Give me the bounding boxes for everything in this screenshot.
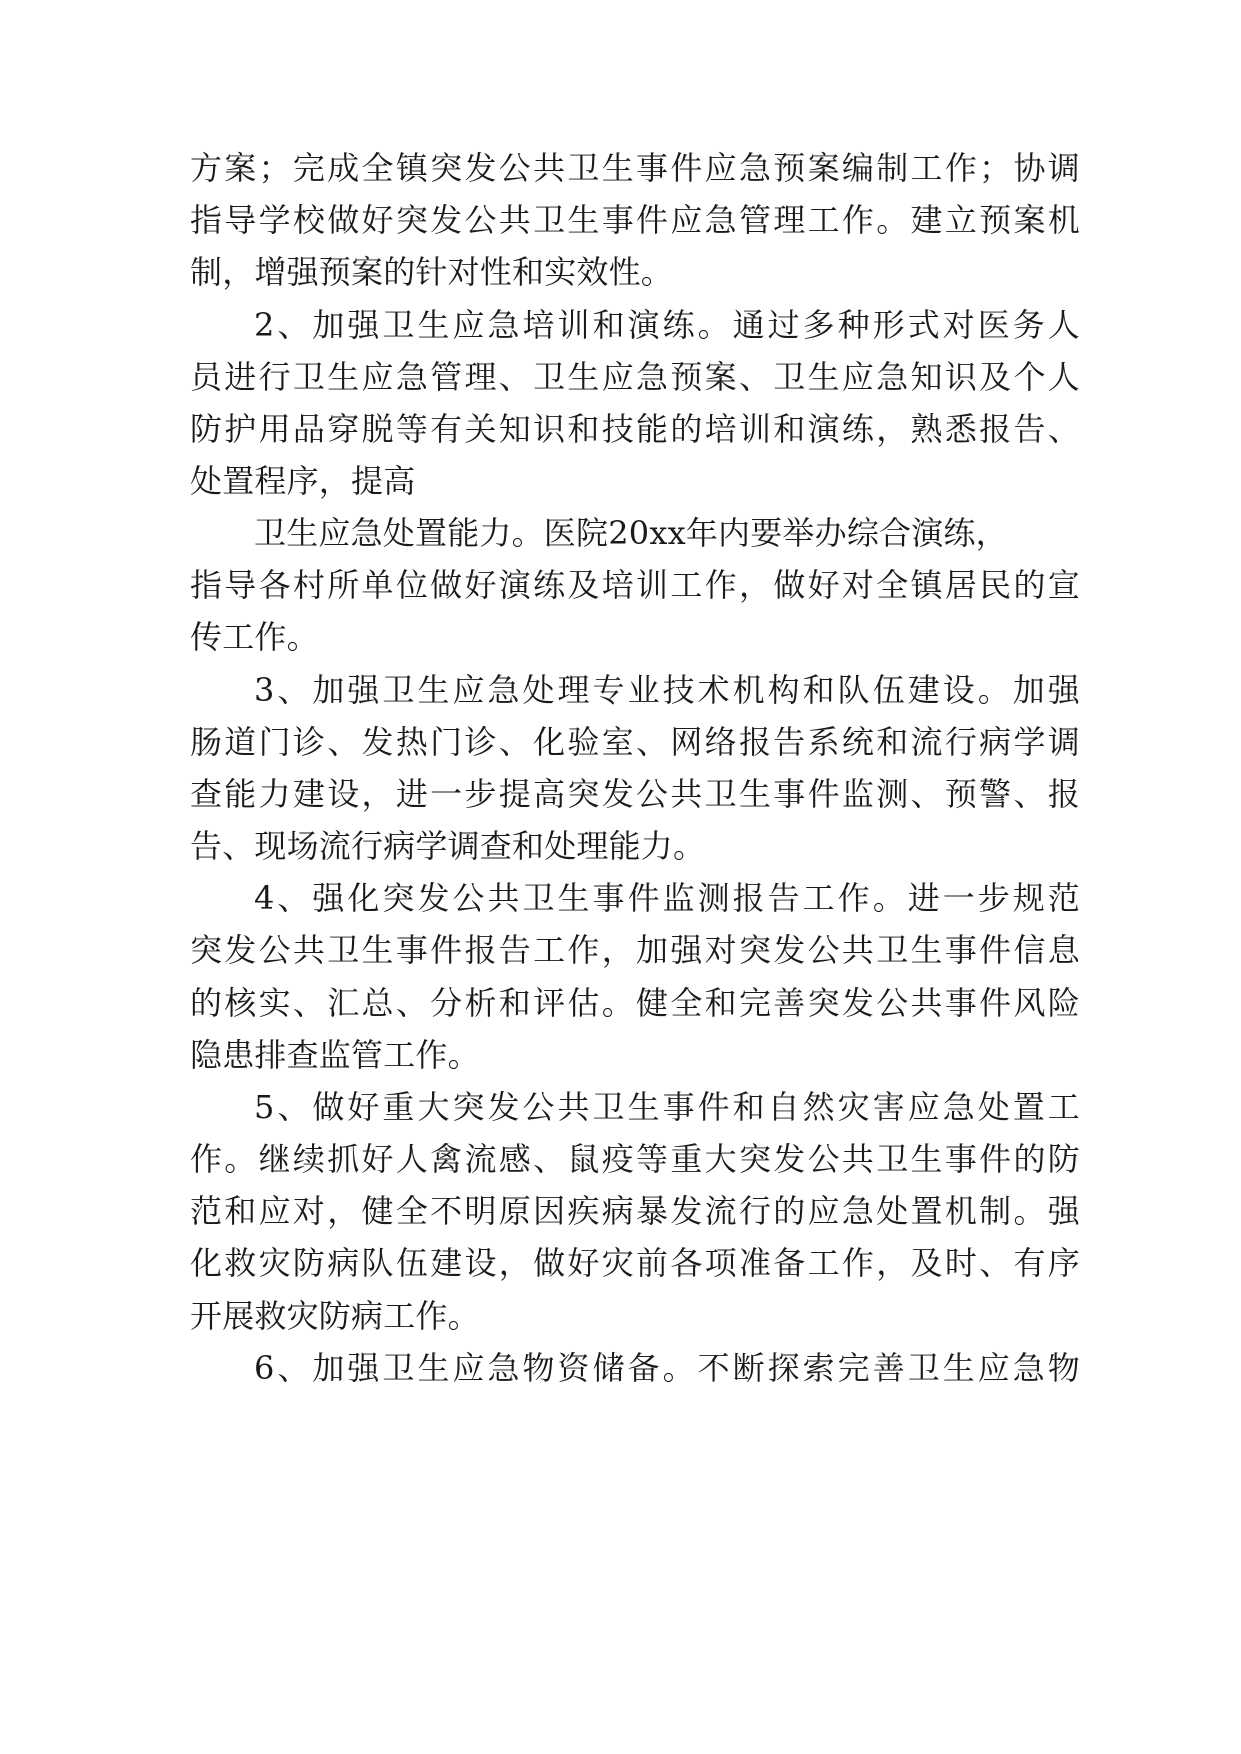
text-line: 指导学校做好突发公共卫生事件应急管理工作。建立预案机 (190, 201, 1080, 239)
text-line: 制，增强预案的针对性和实效性。 (190, 253, 674, 291)
text-line: 突发公共卫生事件报告工作，加强对突发公共卫生事件信息 (190, 931, 1080, 969)
text-line: 隐患排查监管工作。 (190, 1036, 480, 1074)
text-line: 防护用品穿脱等有关知识和技能的培训和演练，熟悉报告、 (190, 410, 1080, 448)
text-line: 处置程序，提高 (190, 462, 416, 500)
text-line: 员进行卫生应急管理、卫生应急预案、卫生应急知识及个人 (190, 358, 1080, 396)
text-line: 的核实、汇总、分析和评估。健全和完善突发公共事件风险 (190, 984, 1080, 1022)
text-line: 告、现场流行病学调查和处理能力。 (190, 827, 706, 865)
text-line: 范和应对，健全不明原因疾病暴发流行的应急处置机制。强 (190, 1192, 1080, 1230)
text-line: 化救灾防病队伍建设，做好灾前各项准备工作，及时、有序 (190, 1244, 1080, 1282)
paragraph-heading: 5、做好重大突发公共卫生事件和自然灾害应急处置工 (254, 1088, 1080, 1126)
text-line: 查能力建设，进一步提高突发公共卫生事件监测、预警、报 (190, 775, 1080, 813)
paragraph-heading: 2、加强卫生应急培训和演练。通过多种形式对医务人 (254, 306, 1080, 344)
text-line: 方案；完成全镇突发公共卫生事件应急预案编制工作；协调 (190, 149, 1080, 187)
text-line: 开展救灾防病工作。 (190, 1297, 480, 1335)
text-line: 卫生应急处置能力。医院20xx年内要举办综合演练， (254, 514, 1008, 552)
paragraph-heading: 4、强化突发公共卫生事件监测报告工作。进一步规范 (254, 879, 1080, 917)
paragraph-heading: 6、加强卫生应急物资储备。不断探索完善卫生应急物 (254, 1349, 1080, 1387)
text-line: 肠道门诊、发热门诊、化验室、网络报告系统和流行病学调 (190, 723, 1080, 761)
paragraph-heading: 3、加强卫生应急处理专业技术机构和队伍建设。加强 (254, 671, 1080, 709)
text-line: 指导各村所单位做好演练及培训工作，做好对全镇居民的宣 (190, 566, 1080, 604)
text-line: 作。继续抓好人禽流感、鼠疫等重大突发公共卫生事件的防 (190, 1140, 1080, 1178)
text-line: 传工作。 (190, 618, 319, 656)
